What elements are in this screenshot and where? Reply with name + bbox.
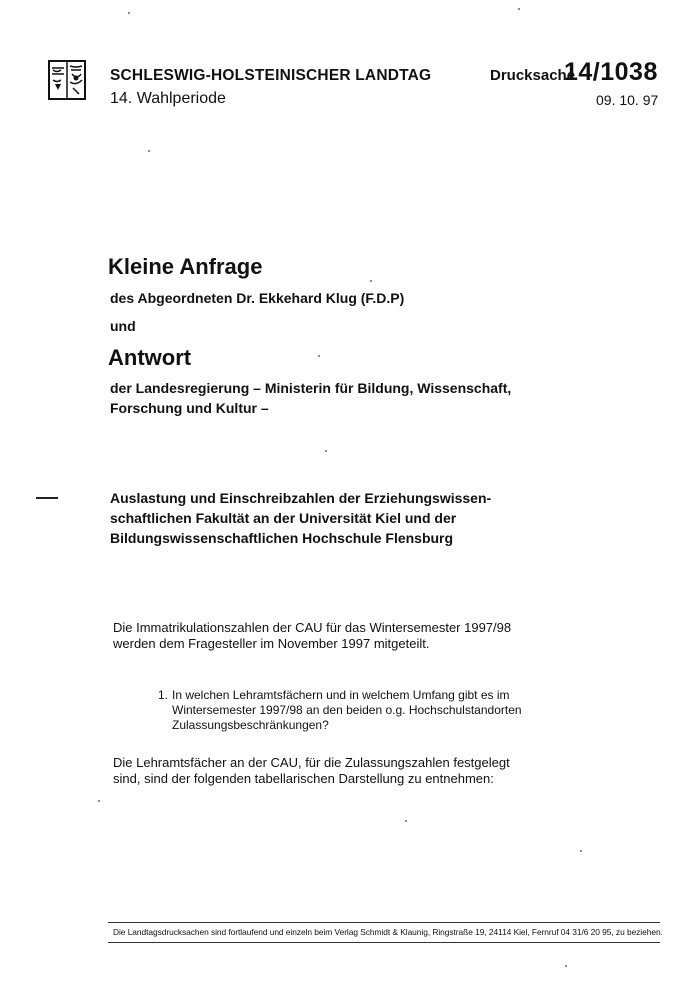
footer-rule-bottom <box>108 942 660 943</box>
scan-speck <box>518 8 520 10</box>
subject-line-2: schaftlichen Fakultät an der Universität Kiel und der <box>110 510 457 526</box>
answer-line-1: Die Lehramtsfächer an der CAU, für die Zulassungszahlen festgelegt <box>113 755 510 770</box>
drucksache-label: Drucksache <box>490 67 576 84</box>
government-line-2: Forschung und Kultur – <box>110 400 269 416</box>
election-period: 14. Wahlperiode <box>110 90 226 107</box>
scan-speck <box>370 280 372 282</box>
question-line-2: Wintersemester 1997/98 an den beiden o.g. Hochschulstandorten <box>172 703 522 717</box>
question-line-1: In welchen Lehramtsfächern und in welchem Umfang gibt es im <box>172 688 510 702</box>
subject-line-1: Auslastung und Einschreibzahlen der Erziehungswissen- <box>110 490 492 506</box>
anfrage-title: Kleine Anfrage <box>108 254 263 279</box>
document-date: 09. 10. 97 <box>596 92 659 108</box>
margin-dash <box>36 497 58 499</box>
question-number: 1. <box>158 688 169 702</box>
coat-of-arms-icon <box>48 60 86 100</box>
answer-line-2: sind, sind der folgenden tabellarischen Darstellung zu entnehmen: <box>113 771 494 786</box>
asker-line: des Abgeordneten Dr. Ekkehard Klug (F.D.P) <box>110 290 405 306</box>
intro-line-2: werden dem Fragesteller im November 1997 mitgeteilt. <box>113 636 430 651</box>
government-line-1: der Landesregierung – Ministerin für Bildung, Wissenschaft, <box>110 380 512 396</box>
footer-publisher-note: Die Landtagsdrucksachen sind fortlaufend und einzeln beim Verlag Schmidt & Klaunig, Ringstraße 19, 24114 Kiel, Fernruf 04 31/6 20 95, zu beziehen. <box>113 927 663 937</box>
scan-speck <box>325 450 327 452</box>
scan-speck <box>565 965 567 967</box>
antwort-title: Antwort <box>108 345 192 370</box>
scan-speck <box>98 800 100 802</box>
parliament-name: SCHLESWIG-HOLSTEINISCHER LANDTAG <box>110 67 432 84</box>
question-line-3: Zulassungsbeschränkungen? <box>172 718 329 732</box>
scan-speck <box>318 355 320 357</box>
connector-und: und <box>110 318 136 334</box>
drucksache-number: 14/1038 <box>564 58 658 86</box>
footer-rule-top <box>108 922 660 923</box>
subject-line-3: Bildungswissenschaftlichen Hochschule Flensburg <box>110 530 454 546</box>
intro-line-1: Die Immatrikulationszahlen der CAU für das Wintersemester 1997/98 <box>113 620 512 635</box>
scan-speck <box>128 12 130 14</box>
scan-speck <box>148 150 150 152</box>
scan-speck <box>580 850 582 852</box>
scan-speck <box>405 820 407 822</box>
